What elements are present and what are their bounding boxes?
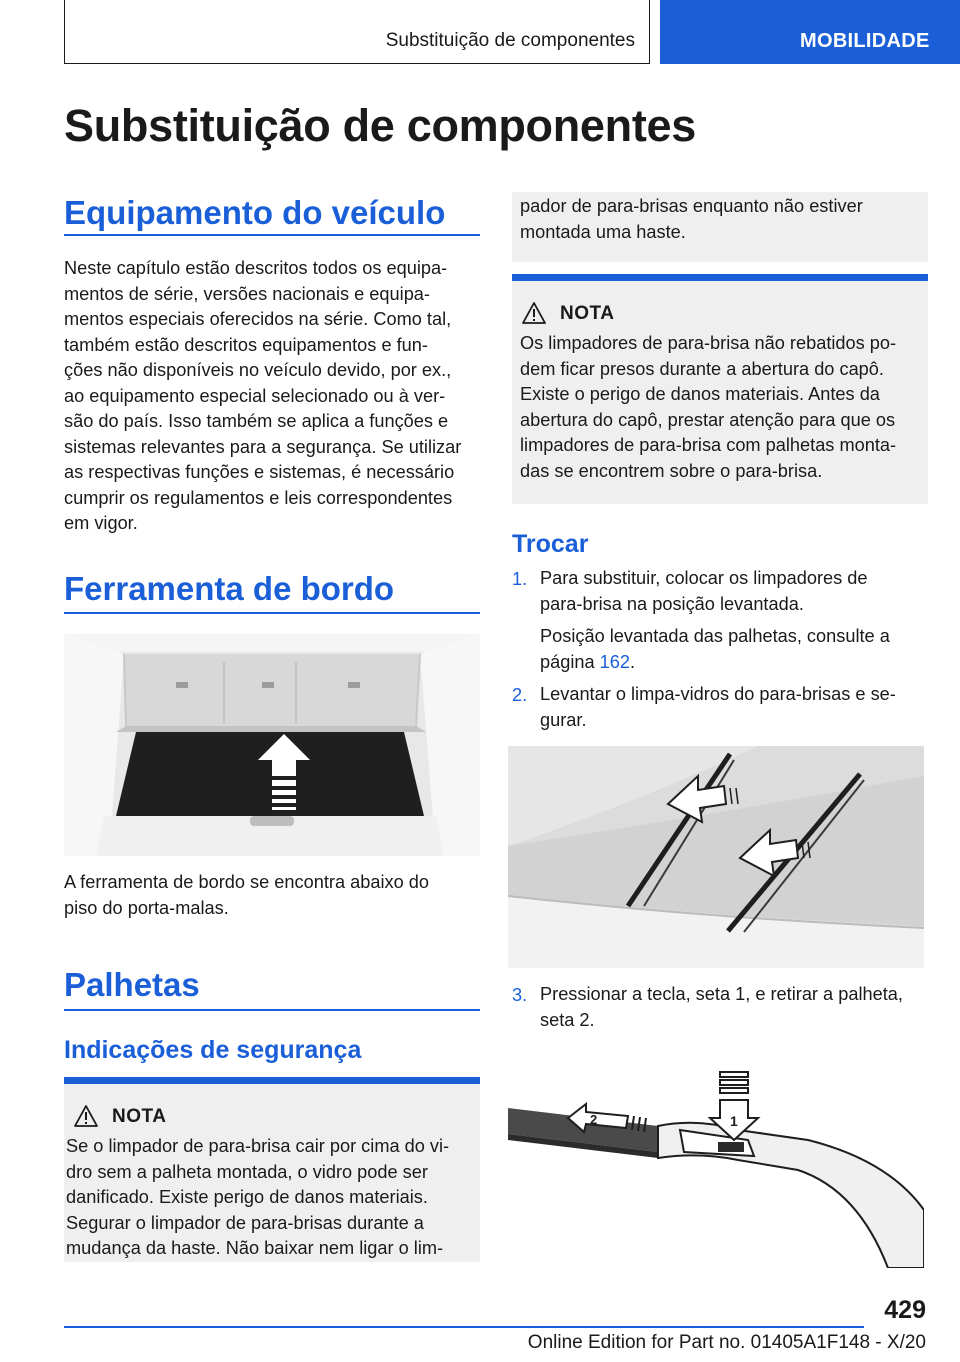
header-section-box	[64, 0, 650, 64]
step-note	[540, 624, 890, 675]
text-line: ao equipamento especial selecionado ou à ver‐	[64, 385, 446, 406]
text-line: limpadores de para-brisa com palhetas monta‐	[520, 435, 897, 455]
trunk-floor-figure	[64, 634, 480, 856]
step-number: 1.	[512, 569, 528, 589]
step-text	[540, 566, 868, 617]
text-fragment: página	[540, 651, 600, 672]
header-chapter-tab[interactable]	[660, 0, 960, 64]
heading-palhetas: Palhetas	[64, 966, 200, 1003]
text-line: cumprir os regulamentos e leis correspondentes	[64, 487, 453, 508]
page-reference-link[interactable]: 162	[599, 651, 631, 672]
text-line: seta 2.	[540, 1009, 595, 1030]
equipamento-paragraph	[64, 256, 461, 537]
heading-equipamento: Equipamento do veículo	[64, 194, 446, 231]
text-line: também estão descritos equipamentos e fun‐	[64, 334, 428, 355]
subheading-seguranca: Indicações de segurança	[64, 1036, 362, 1064]
text-line: piso do porta-malas.	[64, 897, 229, 918]
text-line: mentos especiais oferecidos na série. Como tal,	[64, 309, 452, 329]
text-line: Posição levantada das palhetas, consulte a	[540, 626, 890, 646]
header-chapter-label: MOBILIDADE	[800, 30, 930, 52]
text-line: para-brisa na posição levantada.	[540, 593, 804, 614]
text-line: dro sem a palheta montada, o vidro pode ser	[66, 1161, 428, 1182]
heading-ferramenta: Ferramenta de bordo	[64, 570, 395, 607]
note-text	[520, 331, 896, 484]
page-number: 429	[884, 1296, 926, 1324]
text-line: A ferramenta de bordo se encontra abaixo do	[64, 872, 430, 892]
note-label: NOTA	[112, 1106, 167, 1127]
warning-icon	[74, 1105, 98, 1127]
text-line: Os limpadores de para-brisa não rebatidos po‐	[520, 333, 897, 353]
ferramenta-caption	[64, 870, 429, 921]
callout-2: 2	[590, 1112, 598, 1127]
step-number: 2.	[512, 685, 528, 705]
wiper-blade-removal-figure	[508, 1060, 924, 1268]
text-line: Levantar o limpa-vidros do para-brisas e se‐	[540, 684, 896, 704]
heading-rule	[64, 1009, 480, 1011]
text-line: Neste capítulo estão descritos todos os equipa‐	[64, 258, 448, 278]
subheading-trocar: Trocar	[512, 530, 589, 558]
text-line: sistemas relevantes para a segurança. Se utilizar	[64, 436, 462, 457]
text-line: dem ficar presos durante a abertura do capô.	[520, 358, 884, 379]
step-number: 3.	[512, 985, 528, 1005]
note-text	[520, 194, 863, 245]
text-line: Se o limpador de para-brisa cair por cima do vi‐	[66, 1136, 450, 1156]
wiper-raised-figure	[508, 746, 924, 968]
text-line: mentos de série, versões nacionais e equipa‐	[64, 283, 430, 304]
text-line: mudança da haste. Não baixar nem ligar o lim‐	[66, 1238, 444, 1258]
text-line: Pressionar a tecla, seta 1, e retirar a palheta,	[540, 984, 903, 1004]
step-text	[540, 982, 903, 1033]
page-title: Substituição de componentes	[64, 100, 696, 151]
text-line: em vigor.	[64, 513, 138, 533]
note-box	[512, 281, 928, 504]
warning-icon	[522, 302, 546, 324]
callout-1: 1	[730, 1113, 738, 1129]
text-line: as respectivas funções e sistemas, é necessário	[64, 462, 455, 482]
footer-edition-text: Online Edition for Part no. 01405A1F148 - X/20	[527, 1332, 926, 1353]
heading-rule	[64, 612, 480, 614]
note-box-continued	[512, 192, 928, 262]
text-line: montada uma haste.	[520, 221, 686, 242]
text-line: Segurar o limpador de para-brisas durante a	[66, 1212, 424, 1233]
text-line: ções não disponíveis no veículo devido, por ex.,	[64, 360, 452, 380]
note-box	[64, 1084, 480, 1262]
heading-rule	[64, 234, 480, 236]
text-line: gurar.	[540, 709, 587, 730]
text-line	[540, 650, 890, 676]
text-line: pador de para-brisas enquanto não estiver	[520, 196, 863, 216]
header-section-title: Substituição de componentes	[385, 30, 635, 51]
note-accent-bar	[512, 274, 928, 281]
note-text	[66, 1134, 449, 1262]
text-line: são do país. Isso também se aplica a funções e	[64, 411, 449, 431]
footer-rule	[64, 1326, 864, 1328]
note-accent-bar	[64, 1077, 480, 1084]
text-line: danificado. Existe perigo de danos materiais.	[66, 1187, 428, 1207]
step-text	[540, 682, 896, 733]
text-fragment: .	[630, 651, 636, 672]
text-line: abertura do capô, prestar atenção para que os	[520, 409, 896, 430]
note-label: NOTA	[560, 303, 615, 324]
text-line: Existe o perigo de danos materiais. Antes da	[520, 384, 880, 404]
text-line: das se encontrem sobre o para-brisa.	[520, 460, 823, 481]
text-line: Para substituir, colocar os limpadores de	[540, 568, 868, 588]
